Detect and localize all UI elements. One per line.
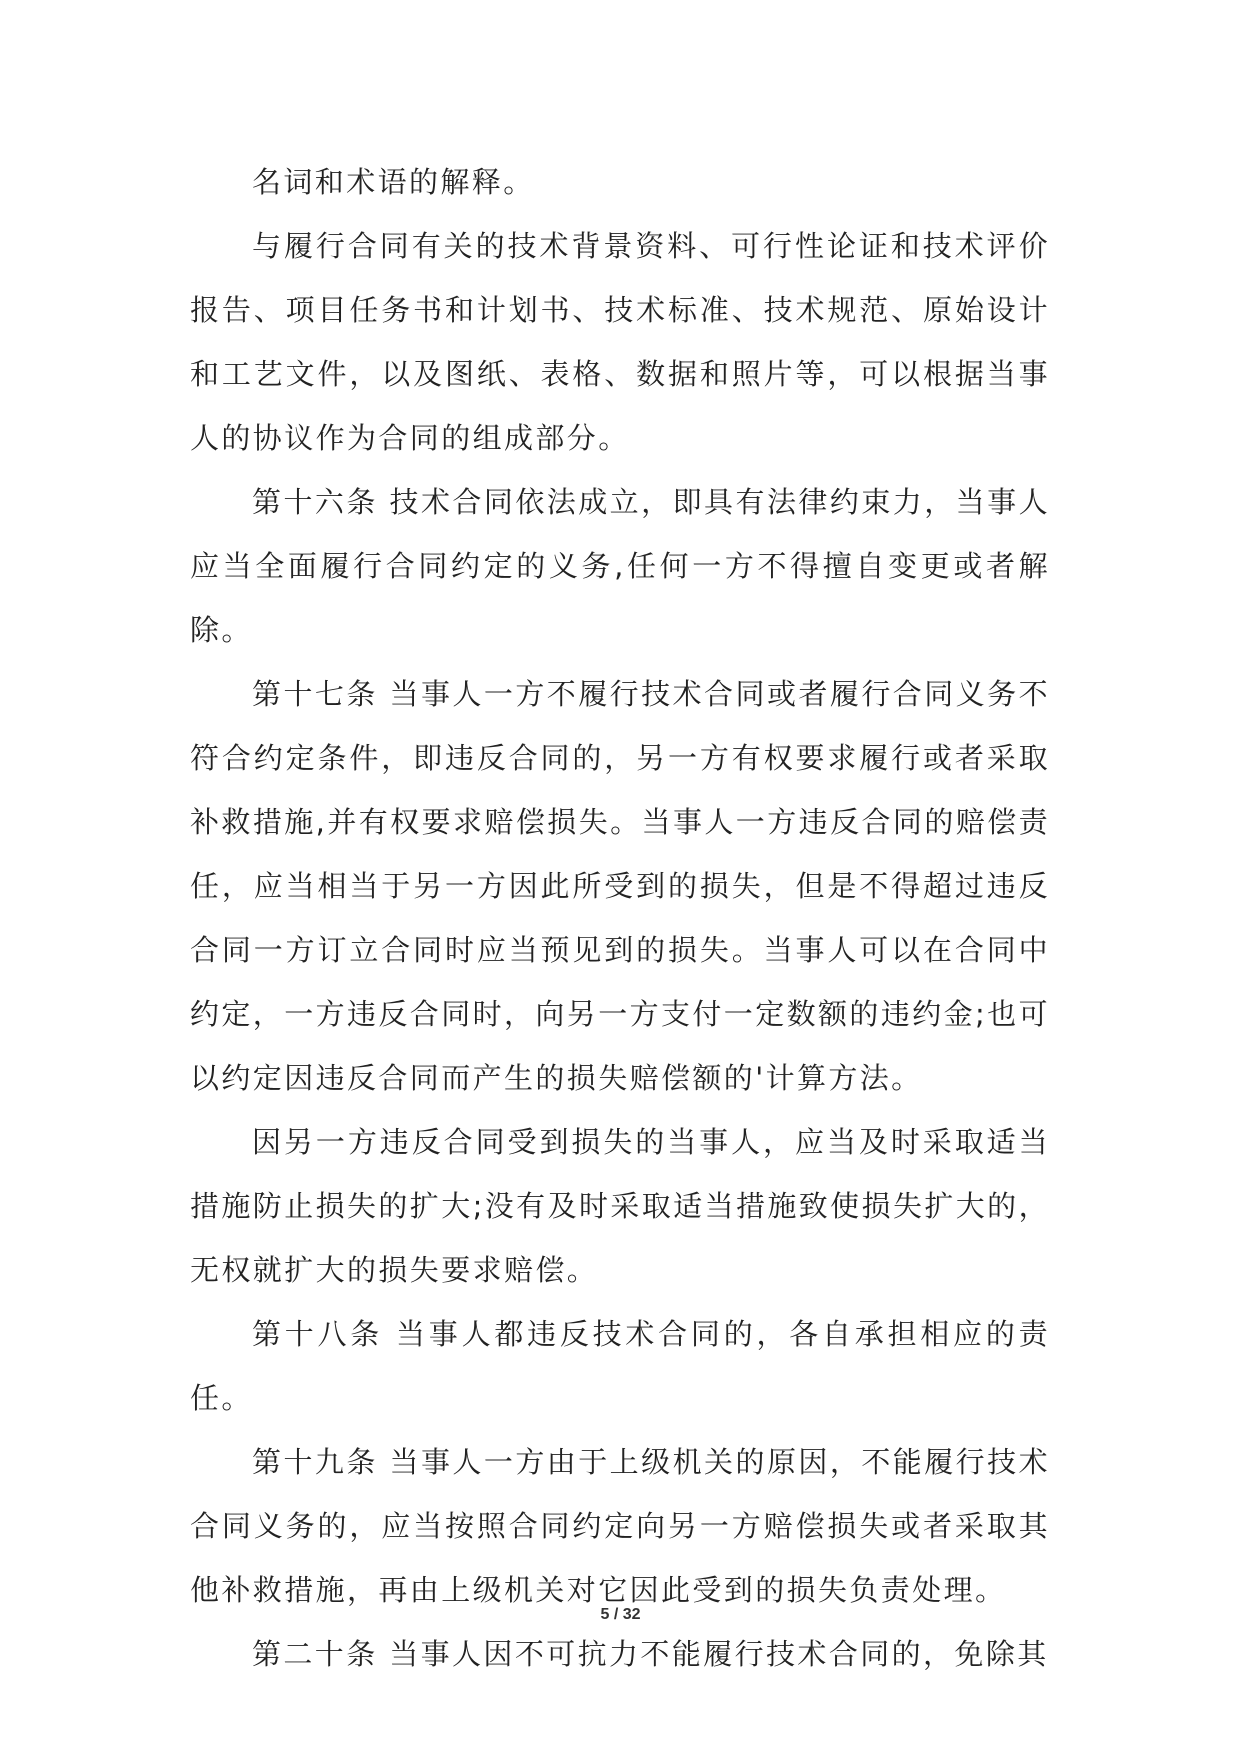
- paragraph-article-20: 第二十条 当事人因不可抗力不能履行技术合同的，免除其: [252, 1637, 1049, 1671]
- paragraph-article-18: 第十八条 当事人都违反技术合同的，各自承担相应的责任。: [190, 1317, 1050, 1415]
- paragraph-terms: 名词和术语的解释。: [252, 165, 535, 199]
- document-body: [190, 150, 1050, 1686]
- paragraph-article-19: 第十九条 当事人一方由于上级机关的原因，不能履行技术合同义务的，应当按照合同约定向另一方赔偿损失或者采取其他补救措施，再由上级机关对它因此受到的损失负责处理。: [190, 1445, 1050, 1607]
- page-number: 5 / 32: [600, 1606, 641, 1623]
- paragraph-article-16: 第十六条 技术合同依法成立，即具有法律约束力，当事人应当全面履行合同约定的义务,任何一方不得擅自变更或者解除。: [190, 485, 1050, 647]
- paragraph-article-17: 第十七条 当事人一方不履行技术合同或者履行合同义务不符合约定条件，即违反合同的，另一方有权要求履行或者采取补救措施,并有权要求赔偿损失。当事人一方违反合同的赔偿责任，应当相当于另一方因此所受到的损失，但是不得超过违反合同一方订立合同时应当预见到的损失。当事人可以在合同中约定，一方违反合同时，向另一方支付一定数额的违约金;也可以约定因违反合同而产生的损失赔偿额的'计算方法。: [190, 677, 1050, 1095]
- paragraph-loss-mitigation: 因另一方违反合同受到损失的当事人，应当及时采取适当措施防止损失的扩大;没有及时采取适当措施致使损失扩大的，无权就扩大的损失要求赔偿。: [190, 1125, 1050, 1287]
- paragraph-contract-components: 与履行合同有关的技术背景资料、可行性论证和技术评价报告、项目任务书和计划书、技术标准、技术规范、原始设计和工艺文件，以及图纸、表格、数据和照片等，可以根据当事人的协议作为合同的组成部分。: [190, 229, 1050, 455]
